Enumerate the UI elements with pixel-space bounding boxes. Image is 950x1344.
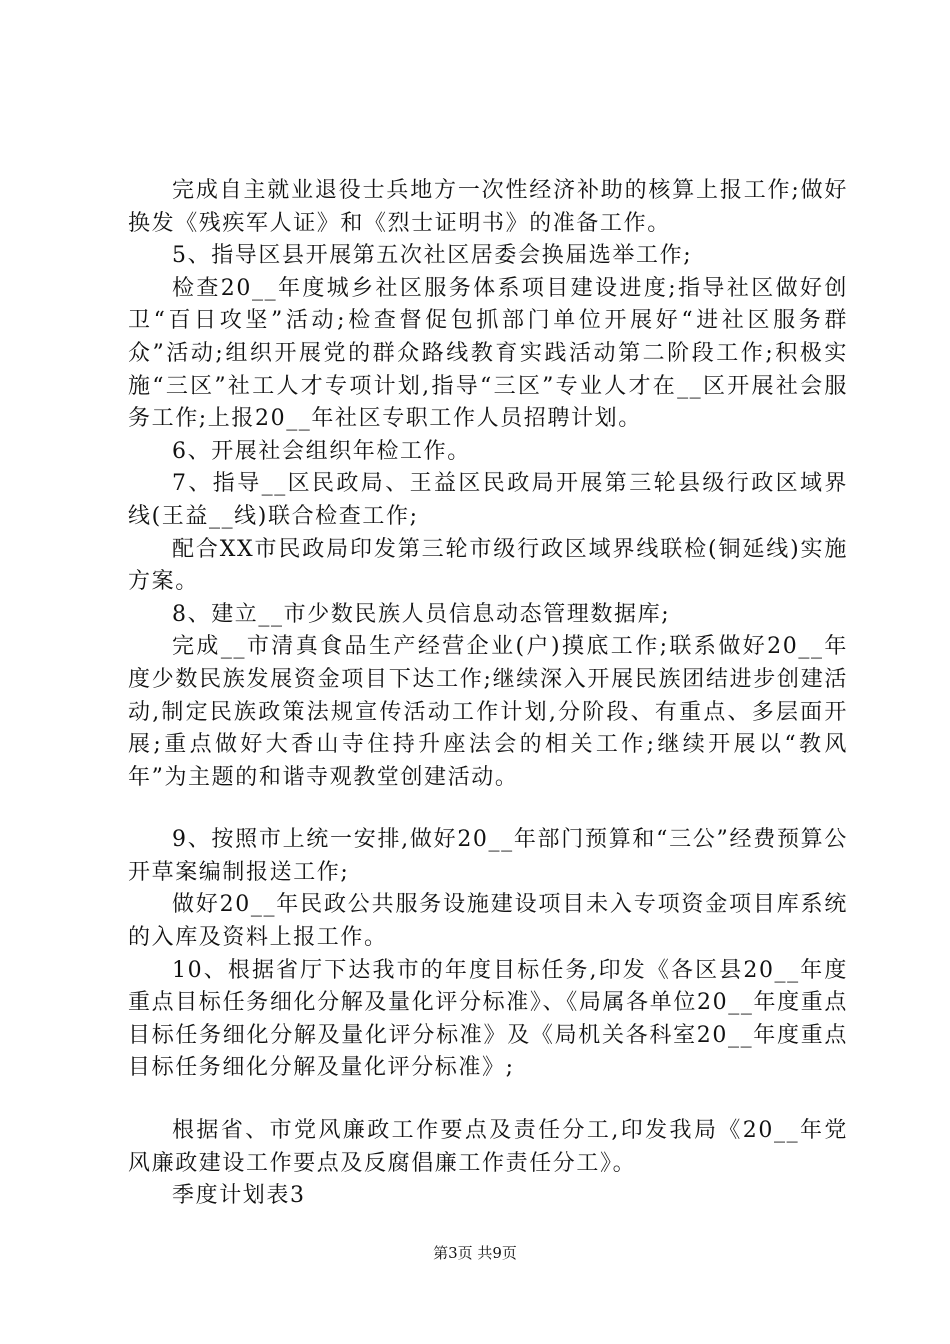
paragraph-item-7: 7、指导__区民政局、王益区民政局开展第三轮县级行政区域界线(王益__线)联合检查工作; (128, 471, 848, 529)
paragraph-facility-projects: 做好20__年民政公共服务设施建设项目未入专项资金项目库系统的入库及资料上报工作。 (128, 892, 848, 951)
paragraph-ethnic-affairs: 完成__市清真食品生产经营企业(户)摸底工作;联系做好20__年度少数民族发展资金项目下达工作;继续深入开展民族团结进步创建活动,制定民族政策法规宣传活动工作计划,分阶段、有重点、多层面开展;重点做好大香山寺住持升座法会的相关工作;继续开展以“教风年”为主题的和谐寺观教堂创建活动。 (128, 634, 848, 790)
paragraph-veteran-subsidy: 完成自主就业退役士兵地方一次性经济补助的核算上报工作;做好换发《残疾军人证》和《烈士证明书》的准备工作。 (128, 178, 848, 236)
page-footer: 第3页 共9页 (433, 1244, 517, 1262)
paragraph-quarterly-plan-heading: 季度计划表3 (172, 1183, 306, 1209)
paragraph-item-6: 6、开展社会组织年检工作。 (172, 438, 471, 464)
paragraph-boundary-inspection: 配合XX市民政局印发第三轮市级行政区域界线联检(铜延线)实施方案。 (128, 536, 848, 595)
document-body (128, 175, 848, 1213)
paragraph-item-9: 9、按照市上统一安排,做好20__年部门预算和“三公”经费预算公开草案编制报送工作; (128, 827, 848, 885)
paragraph-item-5: 5、指导区县开展第五次社区居委会换届选举工作; (172, 243, 693, 269)
paragraph-community-service: 检查20__年度城乡社区服务体系项目建设进度;指导社区做好创卫“百日攻坚”活动;检查督促包抓部门单位开展好“进社区服务群众”活动;组织开展党的群众路线教育实践活动第二阶段工作;积极实施“三区”社工人才专项计划,指导“三区”专业人才在__区开展社会服务工作;上报20__年社区专职工作人员招聘计划。 (128, 275, 848, 432)
paragraph-item-10: 10、根据省厅下达我市的年度目标任务,印发《各区县20__年度重点目标任务细化分解及量化评分标准》、《局属各单位20__年度重点目标任务细化分解及量化评分标准》及《局机关各科室20__年度重点目标任务细化分解及量化评分标准》; (128, 957, 848, 1081)
paragraph-anti-corruption: 根据省、市党风廉政工作要点及责任分工,印发我局《20__年党风廉政建设工作要点及反腐倡廉工作责任分工》。 (128, 1118, 848, 1176)
paragraph-item-8: 8、建立__市少数民族人员信息动态管理数据库; (172, 601, 671, 627)
